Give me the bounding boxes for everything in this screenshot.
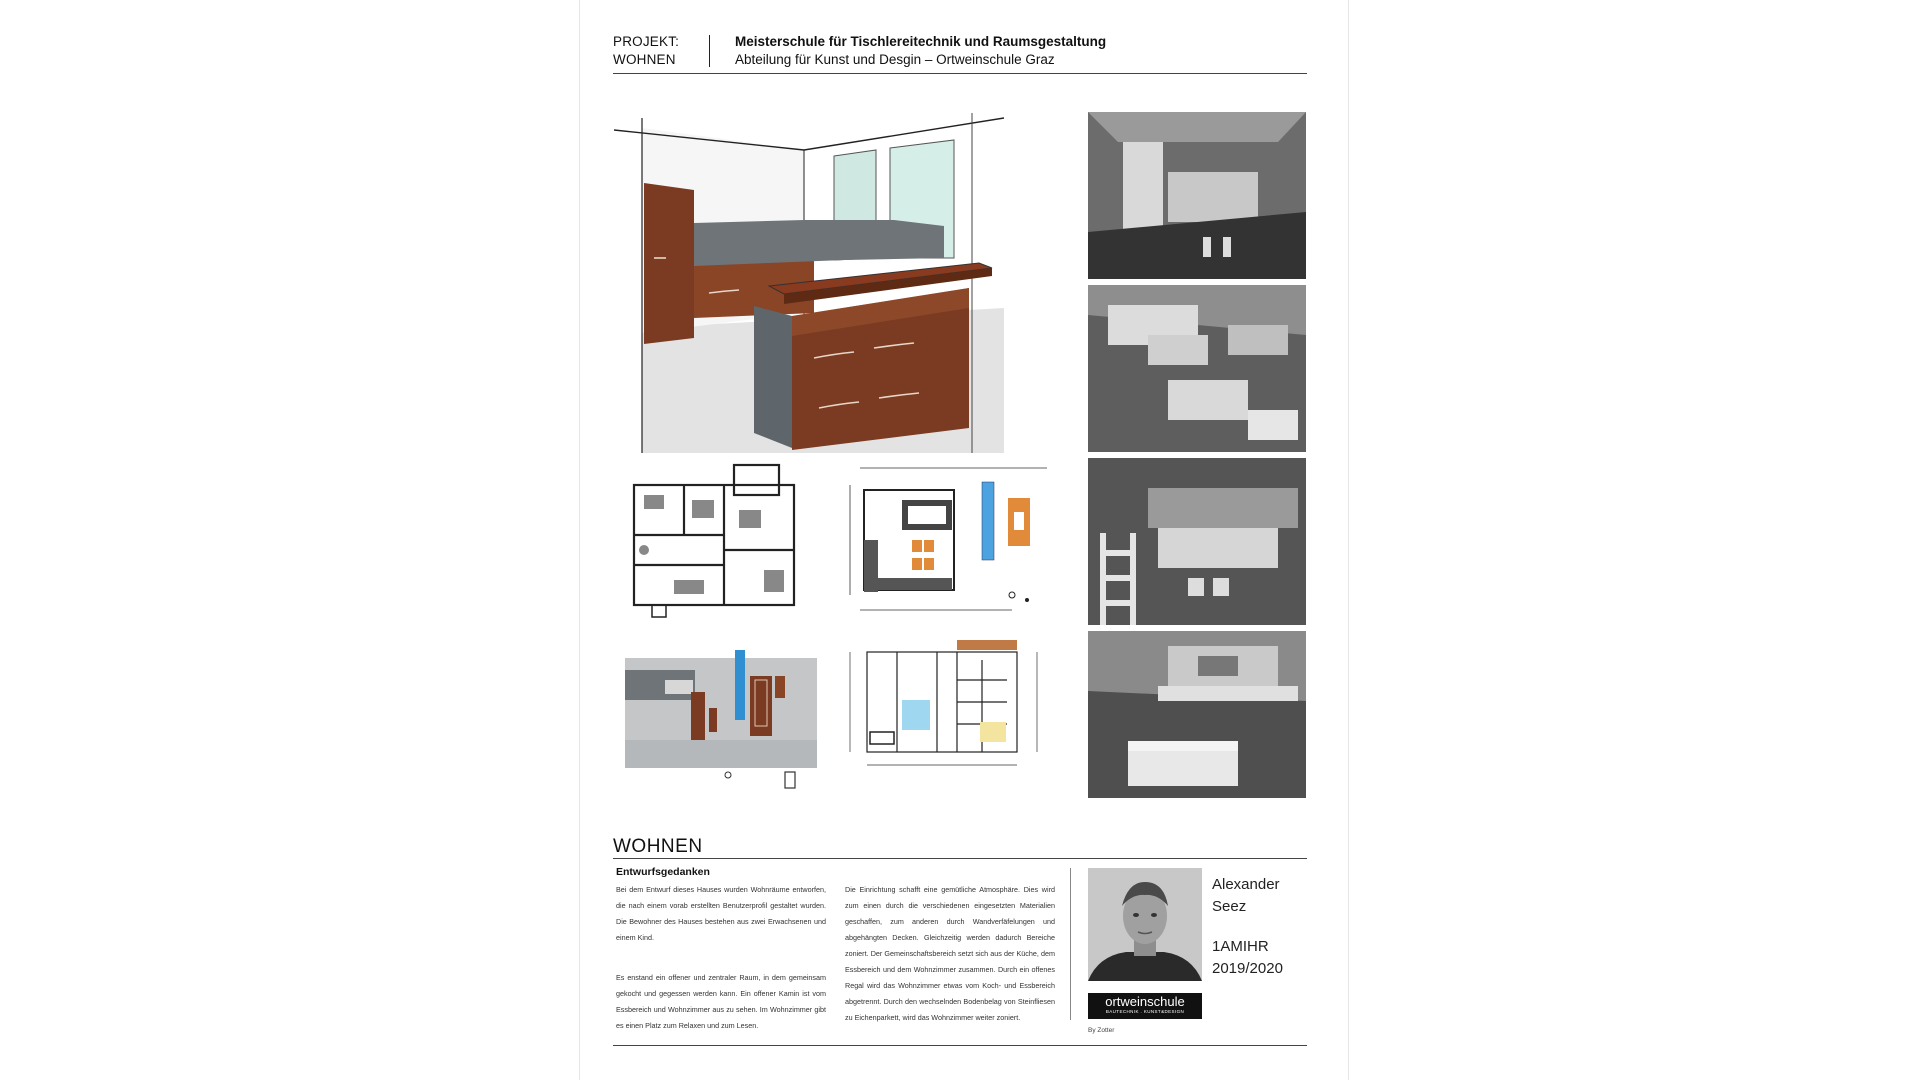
author-portrait (1088, 868, 1202, 981)
logo-name: ortweinschule (1105, 994, 1185, 1009)
school-year: 2019/2020 (1212, 960, 1283, 977)
logo-tagline: BAUTECHNIK . KUNST&DESIGN (1105, 1009, 1185, 1014)
section-subtitle: Entwurfsgedanken (616, 866, 710, 878)
column-separator (1070, 868, 1071, 1020)
author-last-name: Seez (1212, 898, 1247, 915)
department-line: Abteilung für Kunst und Desgin – Ortweinschule Graz (735, 52, 1055, 67)
project-label (613, 33, 679, 69)
author-first-name: Alexander (1212, 876, 1280, 893)
author-name (1212, 874, 1280, 918)
class-name: 1AMIHR (1212, 938, 1269, 955)
model-photo-1 (1088, 112, 1306, 279)
paragraph: Die Einrichtung schafft eine gemütliche Atmosphäre. Dies wird zum einen durch die verschiedenen eingesetzten Materialien geschaffen, zum anderen durch Wandverfäfelungen und abgehängten Decken. Gleichzeitig werden dadurch Bereiche zoniert. Der Gemeinschaftsbereich setzt sich aus der Küche, dem Essbereich und dem Wohnzimmer zusammen. Durch ein offenes Regal wird das Wohnzimmer etwas vom Koch- und Essbereich abgetrennt. Durch den wechselnden Bodenbelag von Steinfliesen zu Eichenparkett, wird das Wohnzimmer weiter zoniert. (845, 885, 1055, 1022)
paragraph: Es enstand ein offener und zentraler Raum, in dem gemeinsam gekocht und gegessen werden kann. Ein offener Kamin ist vom Essbereich und Wohnzimmer aus zu sehen. Im Wohnzimmer gibt es einen Platz zum Relaxen und zum Lesen. (616, 973, 826, 1030)
project-label-text: PROJEKT: (613, 34, 680, 49)
text-column-1 (616, 882, 826, 1058)
floor-plan-drawing (614, 460, 814, 625)
model-photo-3 (1088, 458, 1306, 625)
page-edge-right (1348, 0, 1349, 1080)
shelf-elevation-drawing (842, 640, 1057, 792)
section-title: WOHNEN (613, 836, 703, 857)
model-photo-4 (1088, 631, 1306, 798)
header-separator (709, 35, 710, 67)
ortweinschule-logo (1088, 993, 1202, 1019)
model-photo-2 (1088, 285, 1306, 452)
text-column-2 (845, 882, 1055, 1050)
paragraph: Bei dem Entwurf dieses Hauses wurden Wohnräume entworfen, die nach einem vorab erstellten Benutzerprofil gestaltet wurden. Die Bewohner des Hauses bestehen aus zwei Erwachsenen und einem Kind. (616, 885, 826, 942)
section-rule (613, 858, 1307, 859)
kitchen-perspective-sketch (614, 108, 1004, 453)
credit-text: By Zotter (1088, 1027, 1115, 1034)
school-line: Meisterschule für Tischlereitechnik und Raumsgestaltung (735, 34, 1107, 49)
colored-floor-plan (625, 640, 817, 792)
bottom-rule (613, 1045, 1307, 1046)
class-info (1212, 936, 1283, 980)
kitchen-plan-drawing (842, 460, 1057, 625)
header-rule (613, 73, 1307, 74)
project-name: WOHNEN (613, 52, 676, 67)
school-info (735, 33, 1106, 69)
